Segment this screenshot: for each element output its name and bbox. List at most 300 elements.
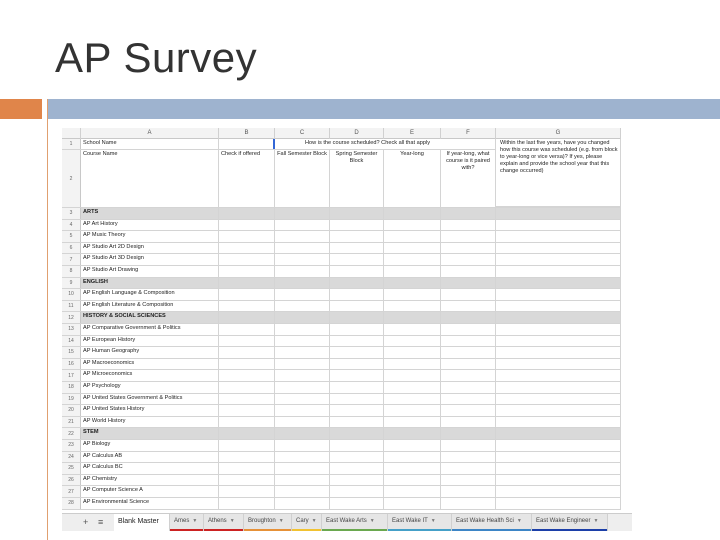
cell[interactable]	[441, 231, 496, 242]
cell[interactable]	[330, 405, 384, 416]
cell[interactable]	[496, 243, 621, 254]
course-name-cell[interactable]	[81, 486, 219, 497]
course-name-cell[interactable]	[81, 440, 219, 451]
cell[interactable]	[441, 266, 496, 277]
cell[interactable]	[330, 394, 384, 405]
row-number[interactable]: 15	[62, 347, 81, 358]
cell[interactable]	[219, 266, 275, 277]
course-name-cell[interactable]	[81, 463, 219, 474]
sheet-tab-label: Ames	[174, 518, 190, 524]
sheet-tab-label: Athens	[208, 518, 227, 524]
row-number[interactable]: 27	[62, 486, 81, 497]
cell[interactable]	[441, 382, 496, 393]
cell[interactable]	[275, 394, 330, 405]
cell[interactable]	[441, 498, 496, 509]
cell[interactable]	[219, 417, 275, 428]
cell[interactable]	[330, 382, 384, 393]
cell[interactable]	[275, 428, 330, 439]
cell[interactable]	[330, 417, 384, 428]
cell[interactable]	[496, 498, 621, 509]
course-name-cell[interactable]	[81, 370, 219, 381]
table-row	[62, 220, 621, 232]
spreadsheet[interactable]	[62, 128, 621, 538]
sheet-tab[interactable]	[114, 514, 170, 531]
cell[interactable]	[275, 452, 330, 463]
cell[interactable]	[330, 208, 384, 219]
course-name-cell[interactable]	[81, 347, 219, 358]
course-name-cell[interactable]	[81, 278, 219, 289]
cell[interactable]	[496, 428, 621, 439]
table-row	[62, 463, 621, 475]
cell[interactable]	[219, 243, 275, 254]
cell[interactable]	[496, 289, 621, 300]
cell[interactable]	[275, 231, 330, 242]
cell[interactable]	[330, 336, 384, 347]
course-name-cell[interactable]	[81, 336, 219, 347]
course-label: AP Calculus BC	[83, 464, 123, 471]
table-row	[62, 347, 621, 359]
accent-divider-line	[47, 99, 48, 540]
row-number[interactable]: 22	[62, 428, 81, 439]
cell[interactable]	[275, 370, 330, 381]
cell[interactable]	[496, 208, 621, 219]
sheet-tab[interactable]	[170, 514, 204, 531]
cell[interactable]	[275, 289, 330, 300]
course-name-cell[interactable]	[81, 220, 219, 231]
cell[interactable]	[219, 278, 275, 289]
cell[interactable]	[384, 370, 441, 381]
cell[interactable]	[496, 324, 621, 335]
cell[interactable]	[384, 150, 441, 207]
cell[interactable]	[219, 475, 275, 486]
sheet-tab[interactable]	[452, 514, 532, 531]
cell[interactable]	[275, 463, 330, 474]
cell[interactable]	[496, 359, 621, 370]
cell[interactable]	[219, 405, 275, 416]
cell[interactable]	[384, 440, 441, 451]
course-label: AP Environmental Science	[83, 499, 150, 505]
tab-menu-chevron-icon[interactable]: ▼	[516, 518, 522, 524]
cell[interactable]	[330, 359, 384, 370]
sheet-tab[interactable]	[388, 514, 452, 531]
column-header-b[interactable]: B	[219, 128, 275, 139]
cell[interactable]	[275, 475, 330, 486]
row-number[interactable]: 14	[62, 336, 81, 347]
cell[interactable]	[384, 452, 441, 463]
cell[interactable]	[219, 301, 275, 312]
table-row	[62, 359, 621, 371]
cell[interactable]	[330, 312, 384, 323]
course-name-cell[interactable]	[81, 289, 219, 300]
cell[interactable]	[496, 417, 621, 428]
cell[interactable]	[441, 324, 496, 335]
cell[interactable]	[496, 220, 621, 231]
tab-menu-chevron-icon[interactable]: ▼	[229, 518, 235, 524]
cell[interactable]	[441, 359, 496, 370]
cell[interactable]	[384, 289, 441, 300]
sheet-tab[interactable]	[322, 514, 388, 531]
table-row	[62, 254, 621, 266]
row-number[interactable]: 9	[62, 278, 81, 289]
cell[interactable]	[384, 428, 441, 439]
cell[interactable]	[330, 243, 384, 254]
column-header-g[interactable]: G	[496, 128, 621, 139]
cell[interactable]	[219, 370, 275, 381]
cell[interactable]	[441, 486, 496, 497]
course-label: AP United States History	[83, 406, 145, 413]
cell[interactable]	[441, 208, 496, 219]
cell[interactable]	[496, 405, 621, 416]
tab-menu-chevron-icon[interactable]: ▼	[369, 518, 375, 524]
cell[interactable]	[275, 417, 330, 428]
tab-color-swatch	[292, 529, 321, 531]
table-row	[62, 301, 621, 313]
tab-menu-chevron-icon[interactable]: ▼	[311, 518, 317, 524]
sheet-tab[interactable]	[204, 514, 244, 531]
cell[interactable]	[219, 324, 275, 335]
sheet-tab-bar	[62, 513, 632, 531]
cell[interactable]	[219, 440, 275, 451]
cell[interactable]	[441, 150, 496, 207]
column-header-a[interactable]: A	[81, 128, 219, 139]
sheet-tab-label: Broughton	[248, 518, 276, 524]
table-row	[62, 289, 621, 301]
table-row	[62, 417, 621, 429]
cell[interactable]	[496, 452, 621, 463]
cell[interactable]	[219, 382, 275, 393]
cell[interactable]	[441, 347, 496, 358]
cell[interactable]	[384, 324, 441, 335]
cell[interactable]	[441, 463, 496, 474]
cell[interactable]	[330, 289, 384, 300]
cell[interactable]	[384, 486, 441, 497]
cell[interactable]	[219, 498, 275, 509]
cell[interactable]	[496, 486, 621, 497]
cell[interactable]	[496, 336, 621, 347]
cell[interactable]	[441, 405, 496, 416]
column-header-bar	[62, 128, 621, 139]
fall-semester-header: Fall Semester Block	[277, 151, 327, 157]
cell[interactable]	[384, 463, 441, 474]
sheet-tab-label: East Wake IT	[392, 518, 428, 524]
column-header-e[interactable]: E	[384, 128, 441, 139]
all-sheets-list-icon[interactable]: ≡	[98, 517, 104, 527]
cell[interactable]	[441, 417, 496, 428]
cell[interactable]	[275, 498, 330, 509]
course-label: AP English Language & Composition	[83, 290, 175, 297]
row-number[interactable]: 19	[62, 394, 81, 405]
course-label: AP English Literature & Composition	[83, 301, 174, 308]
cell[interactable]	[441, 243, 496, 254]
row-number[interactable]: 20	[62, 405, 81, 416]
cell[interactable]	[275, 278, 330, 289]
column-header-f[interactable]: F	[441, 128, 496, 139]
cell[interactable]	[275, 486, 330, 497]
cell[interactable]	[496, 266, 621, 277]
cell[interactable]	[219, 336, 275, 347]
course-name-cell[interactable]	[81, 428, 219, 439]
cell[interactable]	[384, 243, 441, 254]
tab-menu-chevron-icon[interactable]: ▼	[192, 518, 198, 524]
table-row	[62, 243, 621, 255]
cell[interactable]	[330, 266, 384, 277]
row-number[interactable]: 17	[62, 370, 81, 381]
cell[interactable]	[330, 231, 384, 242]
cell[interactable]	[384, 220, 441, 231]
sheet-tab[interactable]	[244, 514, 292, 531]
table-row	[62, 382, 621, 394]
cell[interactable]	[81, 139, 219, 149]
cell[interactable]	[275, 254, 330, 265]
cell[interactable]	[275, 301, 330, 312]
cell[interactable]	[275, 382, 330, 393]
cell[interactable]	[275, 243, 330, 254]
cell[interactable]	[219, 359, 275, 370]
course-name-cell[interactable]	[81, 452, 219, 463]
row-number[interactable]: 6	[62, 243, 81, 254]
course-label: AP Computer Science A	[83, 487, 143, 494]
cell[interactable]	[275, 312, 330, 323]
cell[interactable]	[275, 336, 330, 347]
column-header-d[interactable]: D	[330, 128, 384, 139]
row-number[interactable]: 23	[62, 440, 81, 451]
table-row	[62, 486, 621, 498]
cell[interactable]	[384, 475, 441, 486]
cell[interactable]	[219, 452, 275, 463]
cell[interactable]	[384, 498, 441, 509]
cell[interactable]	[496, 394, 621, 405]
sheet-tab-label: Blank Master	[118, 518, 159, 525]
cell[interactable]	[330, 486, 384, 497]
section-label: HISTORY & SOCIAL SCIENCES	[83, 313, 166, 320]
cell[interactable]	[219, 150, 275, 207]
cell[interactable]	[219, 486, 275, 497]
select-all-corner[interactable]	[62, 128, 81, 139]
cell[interactable]	[275, 139, 496, 149]
sheet-tab-label: East Wake Health Sci	[456, 518, 514, 524]
cell[interactable]	[496, 347, 621, 358]
course-label: AP Art History	[83, 220, 118, 227]
cell[interactable]	[219, 312, 275, 323]
cell[interactable]	[441, 289, 496, 300]
row-number[interactable]: 10	[62, 289, 81, 300]
tab-menu-chevron-icon[interactable]: ▼	[593, 518, 599, 524]
section-header-row	[62, 428, 621, 440]
cell[interactable]	[384, 417, 441, 428]
tab-menu-chevron-icon[interactable]: ▼	[278, 518, 284, 524]
cell[interactable]	[330, 150, 384, 207]
cell[interactable]	[330, 324, 384, 335]
cell[interactable]	[219, 463, 275, 474]
row-number[interactable]: 18	[62, 382, 81, 393]
paired-course-header: If year-long, what course is it paired with?	[446, 151, 490, 171]
cell[interactable]	[384, 278, 441, 289]
cell[interactable]	[275, 150, 330, 207]
spring-semester-header: Spring Semester Block	[335, 151, 378, 164]
row-number[interactable]: 7	[62, 254, 81, 265]
cell[interactable]	[441, 336, 496, 347]
cell[interactable]	[384, 347, 441, 358]
add-sheet-icon[interactable]: +	[83, 517, 89, 527]
table-row	[62, 394, 621, 406]
course-name-cell[interactable]	[81, 498, 219, 509]
tab-menu-chevron-icon[interactable]: ▼	[430, 518, 436, 524]
tab-color-swatch	[452, 529, 531, 531]
sheet-tab-label: East Wake Arts	[326, 518, 367, 524]
cell[interactable]	[384, 359, 441, 370]
cell[interactable]	[384, 394, 441, 405]
cell[interactable]	[441, 301, 496, 312]
table-row	[62, 336, 621, 348]
cell[interactable]	[330, 428, 384, 439]
cell[interactable]	[330, 254, 384, 265]
cell[interactable]	[330, 301, 384, 312]
cell[interactable]	[330, 475, 384, 486]
row-number[interactable]: 28	[62, 498, 81, 509]
cell[interactable]	[384, 266, 441, 277]
cell[interactable]	[219, 394, 275, 405]
cell[interactable]	[496, 370, 621, 381]
cell[interactable]	[330, 498, 384, 509]
cell[interactable]	[219, 428, 275, 439]
course-name-cell[interactable]	[81, 266, 219, 277]
cell[interactable]	[496, 463, 621, 474]
course-name-cell[interactable]	[81, 359, 219, 370]
course-name-cell[interactable]	[81, 417, 219, 428]
course-name-cell[interactable]	[81, 394, 219, 405]
cell[interactable]	[496, 254, 621, 265]
course-label: AP Macroeconomics	[83, 359, 135, 366]
course-name-cell[interactable]	[81, 475, 219, 486]
course-name-cell[interactable]	[81, 324, 219, 335]
cell[interactable]	[219, 208, 275, 219]
course-label: AP Psychology	[83, 383, 121, 389]
course-name-cell[interactable]	[81, 231, 219, 242]
row-number[interactable]: 2	[62, 150, 81, 207]
cell[interactable]	[496, 301, 621, 312]
row-number[interactable]: 13	[62, 324, 81, 335]
cell[interactable]	[441, 440, 496, 451]
row-number[interactable]: 16	[62, 359, 81, 370]
cell[interactable]	[384, 208, 441, 219]
cell[interactable]	[496, 440, 621, 451]
cell[interactable]	[496, 231, 621, 242]
cell[interactable]	[496, 475, 621, 486]
cell[interactable]	[441, 394, 496, 405]
cell[interactable]	[441, 254, 496, 265]
course-label: AP Studio Art 3D Design	[83, 255, 144, 262]
row-number[interactable]: 1	[62, 139, 81, 149]
cell[interactable]	[275, 347, 330, 358]
section-header-row	[62, 278, 621, 290]
cell[interactable]	[441, 220, 496, 231]
cell[interactable]	[330, 452, 384, 463]
row-number[interactable]: 8	[62, 266, 81, 277]
course-name-cell[interactable]	[81, 312, 219, 323]
cell[interactable]	[275, 266, 330, 277]
sheet-tab[interactable]	[292, 514, 322, 531]
cell[interactable]	[219, 347, 275, 358]
sheet-tab[interactable]	[532, 514, 608, 531]
cell[interactable]	[384, 336, 441, 347]
cell[interactable]	[496, 382, 621, 393]
cell[interactable]	[441, 428, 496, 439]
tab-color-swatch	[170, 529, 203, 531]
cell[interactable]	[384, 231, 441, 242]
course-label: AP Music Theory	[83, 232, 126, 239]
cell[interactable]	[384, 405, 441, 416]
school-name-label: School Name	[83, 140, 117, 146]
row-number[interactable]: 12	[62, 312, 81, 323]
table-row	[62, 370, 621, 382]
cell[interactable]	[219, 254, 275, 265]
row-number[interactable]: 3	[62, 208, 81, 219]
school-name-input-cell[interactable]	[219, 139, 275, 149]
column-header-c[interactable]: C	[275, 128, 330, 139]
course-name-header: Course Name	[83, 151, 118, 157]
cell[interactable]	[330, 440, 384, 451]
cell[interactable]	[275, 324, 330, 335]
cell[interactable]	[275, 440, 330, 451]
course-name-cell[interactable]	[81, 254, 219, 265]
table-row	[62, 266, 621, 278]
cell[interactable]	[275, 405, 330, 416]
cell[interactable]	[496, 139, 621, 207]
course-name-cell[interactable]	[81, 301, 219, 312]
row-number[interactable]: 5	[62, 231, 81, 242]
cell[interactable]	[219, 220, 275, 231]
cell[interactable]	[384, 382, 441, 393]
table-row	[62, 405, 621, 417]
cell[interactable]	[330, 370, 384, 381]
row-number[interactable]: 21	[62, 417, 81, 428]
row-number[interactable]: 26	[62, 475, 81, 486]
row-number[interactable]: 4	[62, 220, 81, 231]
cell[interactable]	[441, 312, 496, 323]
accent-bar-blue	[48, 99, 720, 119]
cell[interactable]	[384, 301, 441, 312]
cell[interactable]	[275, 359, 330, 370]
cell[interactable]	[441, 370, 496, 381]
course-name-cell[interactable]	[81, 405, 219, 416]
cell[interactable]	[275, 220, 330, 231]
cell[interactable]	[384, 254, 441, 265]
cell[interactable]	[219, 289, 275, 300]
cell[interactable]	[330, 347, 384, 358]
cell[interactable]	[441, 278, 496, 289]
course-name-cell[interactable]	[81, 382, 219, 393]
cell[interactable]	[330, 278, 384, 289]
cell[interactable]	[330, 463, 384, 474]
course-name-cell[interactable]	[81, 243, 219, 254]
cell[interactable]	[441, 475, 496, 486]
course-label: AP United States Government & Politics	[83, 394, 183, 401]
sheet-tab-label: East Wake Engineer	[536, 518, 591, 524]
section-header-row	[62, 208, 621, 220]
cell[interactable]	[81, 150, 219, 207]
cell[interactable]	[496, 278, 621, 289]
row-number[interactable]: 24	[62, 452, 81, 463]
cell[interactable]	[441, 452, 496, 463]
cell[interactable]	[219, 231, 275, 242]
cell[interactable]	[275, 208, 330, 219]
row-number[interactable]: 11	[62, 301, 81, 312]
cell[interactable]	[496, 312, 621, 323]
row-number[interactable]: 25	[62, 463, 81, 474]
cell[interactable]	[384, 312, 441, 323]
course-name-cell[interactable]	[81, 208, 219, 219]
cell[interactable]	[330, 220, 384, 231]
